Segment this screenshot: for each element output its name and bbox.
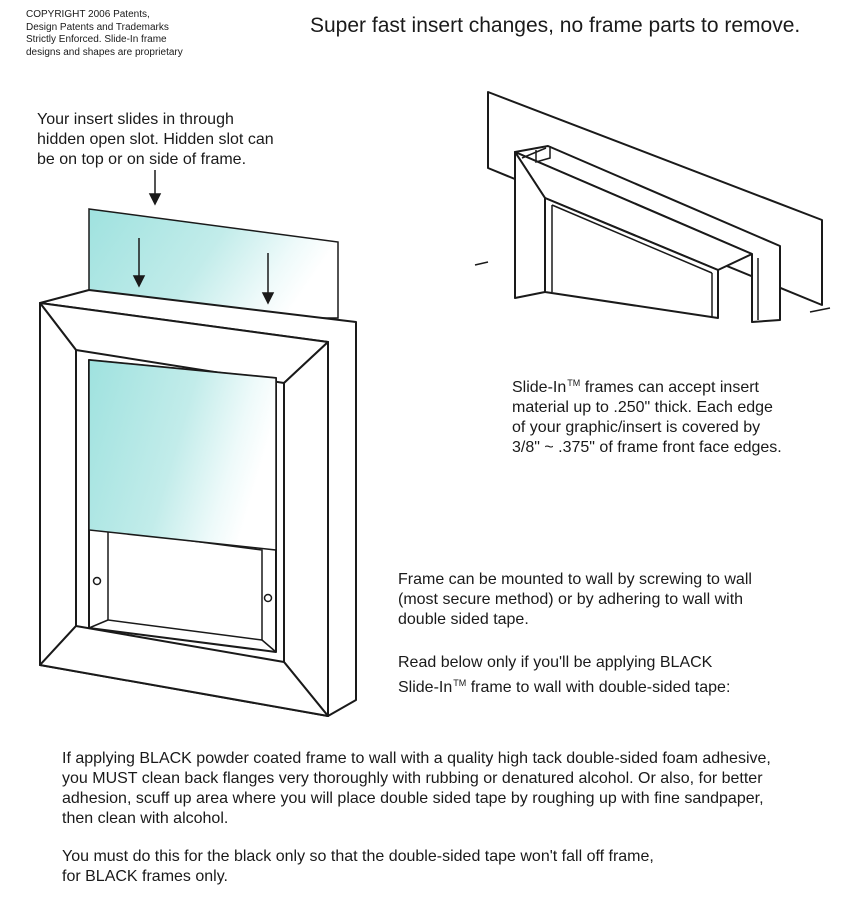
black-only-instructions: You must do this for the black only so that the double-sided tape won't fall off frame, for BLACK frames only.: [62, 848, 654, 885]
insert-visible-area: [89, 360, 276, 550]
insert-slot-note: Your insert slides in through hidden open slot. Hidden slot can be on top or on side of frame.: [37, 111, 274, 168]
wall-mounted-frame-view: [475, 92, 830, 322]
insert-capacity-note: [512, 373, 782, 458]
brand-name: Slide-In: [398, 679, 453, 696]
mounting-note: Frame can be mounted to wall by screwing to wall (most secure method) or by adhering to wall with double sided tape.: [398, 571, 752, 628]
black-note-line1: Read below only if you'll be applying BLACK: [398, 654, 713, 671]
black-frame-warning: [398, 653, 730, 698]
adhesive-instructions: If applying BLACK powder coated frame to wall with a quality high tack double-sided foam adhesive, you MUST clean back flanges very thoroughly with rubbing or denatured alcohol. Or also, for better adhesion, scuff up area where you will place double sided tape by roughing up with fine sandpaper, then clean with alcohol.: [62, 750, 771, 827]
page-headline: Super fast insert changes, no frame parts to remove.: [310, 14, 801, 37]
slot-pointer-arrow-icon: [150, 170, 160, 204]
copyright-notice: COPYRIGHT 2006 Patents, Design Patents and Trademarks Strictly Enforced. Slide-In frame designs and shapes are proprietary: [26, 9, 183, 58]
screw-hole-left: [94, 578, 101, 585]
black-note-line2: frame to wall with double-sided tape:: [466, 679, 731, 696]
trademark-mark: TM: [453, 678, 467, 688]
screw-hole-right: [265, 595, 272, 602]
capacity-text: frames can accept insert material up to .250" thick. Each edge of your graphic/insert is covered by 3/8" ~ .375" of frame front face edges.: [512, 379, 782, 456]
trademark-mark: TM: [567, 378, 581, 388]
brand-name: Slide-In: [512, 379, 567, 396]
